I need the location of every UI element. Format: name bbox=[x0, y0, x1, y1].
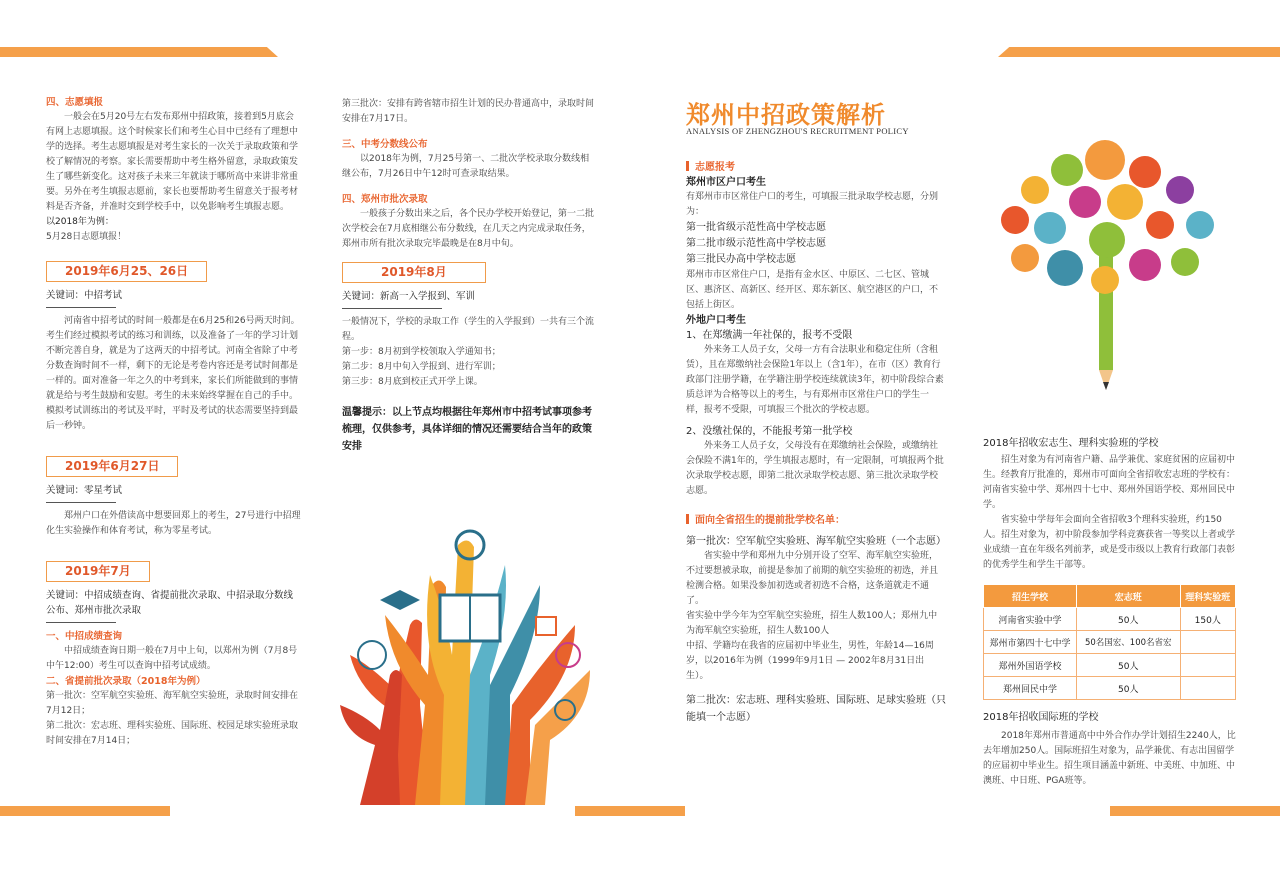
volunteer-heading: 志愿报考 bbox=[686, 160, 946, 175]
table-row bbox=[984, 631, 1236, 654]
example-label: 以2018年为例： bbox=[46, 217, 114, 227]
early-batch-1-text-2: 省实验中学今年为空军航空实验班，招生人数100人；郑州九中为海军航空实验班，招生人数100人 bbox=[686, 611, 938, 636]
table-row bbox=[984, 654, 1236, 677]
top-left-bar bbox=[0, 47, 278, 57]
bottom-left-bar bbox=[0, 806, 170, 816]
exam-text: 河南省中招考试的时间一般都是在6月25和26号两天时间。考生们经过模拟考试的练习和训练，以及准备了一年的学习计划不断完善自身，就是为了这两天的中招考试。河南全省除了中考分数查询时间不一样，剩下的无论是考卷内容还是考试时间都是一样的。面对准备一年之久的中考到来，家长们所能做到的事情就是给与考生鼓励和安慰。考生的未来始终掌握在自己的手中。模拟考试训练出的考试及平时，平时及考试的状态需要坚持到最后一秒钟。 bbox=[46, 316, 300, 431]
step-2: 第二步：8月中旬入学报到、进行军训； bbox=[342, 362, 501, 372]
outside-case-1-text: 外来务工人员子女，父母一方有合法职业和稳定住所（含租赁），且在郑缴纳社会保险1年以上（含1年），在市（区）教育行政部门注册学籍，在学籍注册学校连续就读3年，初中阶段综合素质总评为合格等以上的考生，与有郑州市区常住户口的学生一样，报考不受限，可填报三个批次的学校志愿。 bbox=[686, 345, 944, 415]
column-1 bbox=[46, 95, 301, 749]
graduation-cap-icon bbox=[380, 590, 420, 610]
early-batch-1-text: 省实验中学和郑州九中分别开设了空军、海军航空实验班，不过要想被录取，前提是参加了前期的航空实验班的初选，并且检测合格。如果没参加初选或者初选不合格，这条道就走不通了。 bbox=[686, 551, 939, 606]
outside-case-2-title: 2、没缴社保的，不能报考第一批学校 bbox=[686, 426, 853, 437]
calendar-icon bbox=[536, 617, 556, 635]
international-section bbox=[983, 710, 1238, 789]
table-cell: 50人 bbox=[1077, 677, 1181, 700]
hands-illustration bbox=[340, 505, 602, 810]
divider bbox=[46, 502, 116, 503]
table-cell bbox=[1180, 677, 1236, 700]
local-students-text: 有郑州市市区常住户口的考生，可填报三批录取学校志愿，分别为： bbox=[686, 192, 939, 217]
city-admission-text: 一般孩子分数出来之后，各个民办学校开始登记，第一二批次学校会在7月底相继公布分数线，在几天之内完成录取任务，郑州市所有批次录取完毕最晚是在8月中旬。 bbox=[342, 209, 595, 249]
bottom-right-bar bbox=[1110, 806, 1280, 816]
section-4-text: 一般会在5月20号左右发布郑州中招政策，接着到5月底会有网上志愿填报。这个时候家长们和考生心目中已经有了理想中学的选择。考生志愿填报是对考生家长的一次关于录取政策和学校了解情况的考察。家长需要帮助中考生格外留意，录取政策发生了哪些新变化。这对孩子未来三年就读于哪所高中来讲非常重要。另外在考生填报志愿前，家长也要帮助考生留意关于报考材料是否齐备，并准时交到学校手中，以免影响考生填报志愿。 bbox=[46, 112, 299, 212]
table-cell: 郑州外国语学校 bbox=[984, 654, 1077, 677]
table-row bbox=[984, 677, 1236, 700]
batch-3-text: 第三批次：安排有跨省辖市招生计划的民办普通高中，录取时间安排在7月17日。 bbox=[342, 99, 595, 124]
example-text: 5月28日志愿填报！ bbox=[46, 232, 127, 242]
keyword-exam: 关键词：中招考试 bbox=[46, 290, 123, 301]
outside-students-title: 外地户口考生 bbox=[686, 315, 746, 326]
early-batch-1-title: 第一批次：空军航空实验班、海军航空实验班（一个志愿） bbox=[686, 536, 946, 547]
early-list-heading: 面向全省招生的提前批学校名单： bbox=[686, 513, 946, 528]
international-text: 2018年郑州市普通高中中外合作办学计划招生2240人，比去年增加250人。国际班招生对象为，品学兼优、有志出国留学的应届初中毕业生。招生项目涵盖中新班、中美班、中加班、中澳班、中日班、PGA班等。 bbox=[983, 731, 1236, 786]
column-2 bbox=[342, 97, 597, 455]
batch-1-choice: 第一批省级示范性高中学校志愿 bbox=[686, 222, 826, 233]
table-cell: 郑州市第四十七中学 bbox=[984, 631, 1077, 654]
globe-icon bbox=[358, 641, 386, 669]
table-cell: 150人 bbox=[1180, 608, 1236, 631]
column-header: 招生学校 bbox=[984, 585, 1077, 608]
divider bbox=[46, 307, 116, 308]
table-cell: 河南省实验中学 bbox=[984, 608, 1077, 631]
date-box-june-25: 2019年6月25、26日 bbox=[46, 261, 207, 282]
table-cell: 50人 bbox=[1077, 608, 1181, 631]
step-3: 第三步：8月底到校正式开学上课。 bbox=[342, 377, 483, 387]
table-row bbox=[984, 608, 1236, 631]
local-students-title: 郑州市区户口考生 bbox=[686, 177, 766, 188]
top-right-bar bbox=[998, 47, 1280, 57]
outside-case-2-text: 外来务工人员子女，父母没有在郑缴纳社会保险，或缴纳社会保险不满1年的，学生填报志愿时，有一定限制，可填报两个批次录取学校志愿，即第二批次录取学校志愿、第三批次录取学校志愿。 bbox=[686, 441, 944, 496]
city-admission-title: 四、郑州市批次录取 bbox=[342, 194, 428, 205]
table-cell: 50人 bbox=[1077, 654, 1181, 677]
hongzhi-heading: 2018年招收宏志生、理科实验班的学校 bbox=[983, 438, 1159, 449]
score-query-title: 一、中招成绩查询 bbox=[46, 631, 123, 642]
local-note: 郑州市市区常住户口，是指有金水区、中原区、二七区、管城区、惠济区、高新区、经开区、郑东新区、航空港区的户口，不包括上街区。 bbox=[686, 270, 939, 310]
column-header: 理科实验班 bbox=[1180, 585, 1236, 608]
score-line-text: 以2018年为例，7月25号第一、二批次学校录取分数线相继公布，7月26日中午12时可查录取结果。 bbox=[342, 154, 590, 179]
hand-fan bbox=[340, 540, 590, 805]
batch-2-choice: 第二批市级示范性高中学校志愿 bbox=[686, 238, 826, 249]
batch-3-choice: 第三批民办高中学校志愿 bbox=[686, 254, 796, 265]
column-header: 宏志班 bbox=[1077, 585, 1181, 608]
score-query-text: 中招成绩查询日期一般在7月中上旬，以郑州为例（7月8号中午12:00）考生可以查询中招考试成绩。 bbox=[46, 646, 298, 671]
keyword-misc-exam: 关键词：零星考试 bbox=[46, 485, 123, 496]
school-table bbox=[983, 584, 1236, 700]
table-cell: 郑州回民中学 bbox=[984, 677, 1077, 700]
page-title: 郑州中招政策解析 bbox=[686, 101, 886, 129]
table-header-row bbox=[984, 585, 1236, 608]
tree-illustration bbox=[995, 140, 1225, 400]
divider bbox=[46, 622, 116, 623]
hongzhi-text: 招生对象为有河南省户籍、品学兼优、家庭贫困的应届初中生。经教育厅批准的，郑州市可面向全省招收宏志班的学校有：河南省实验中学、郑州四十七中、郑州外国语学校、郑州回民中学。 bbox=[983, 455, 1236, 510]
section-4-title: 四、志愿填报 bbox=[46, 97, 104, 108]
keyword-july: 关键词：中招成绩查询、省提前批次录取、中招录取分数线公布、郑州市批次录取 bbox=[46, 590, 294, 616]
date-box-june-27: 2019年6月27日 bbox=[46, 456, 178, 477]
international-heading: 2018年招收国际班的学校 bbox=[983, 712, 1099, 723]
warm-tip: 温馨提示：以上节点均根据往年郑州市中招考试事项参考梳理，仅供参考，具体详细的情况还需要结合当年的政策安排 bbox=[342, 407, 592, 452]
column-4 bbox=[983, 436, 1238, 573]
table-cell bbox=[1180, 631, 1236, 654]
keyword-august: 关键词：新高一入学报到、军训 bbox=[342, 291, 476, 302]
date-box-july: 2019年7月 bbox=[46, 561, 150, 582]
step-1: 第一步：8月初到学校领取入学通知书； bbox=[342, 347, 501, 357]
science-class-text: 省实验中学每年会面向全省招收3个理科实验班，约150人。招生对象为，初中阶段参加学科竞赛获省一等奖以上者或学业成绩一直在年级名列前茅，或是受市级以上教育行政部门表彰的优秀学生和学生干部等。 bbox=[983, 515, 1236, 570]
score-line-title: 三、中考分数线公布 bbox=[342, 139, 428, 150]
gear-cluster bbox=[1001, 140, 1214, 294]
early-batch-2-title: 第二批次：宏志班、理科实验班、国际班、足球实验班（只能填一个志愿） bbox=[686, 695, 946, 723]
column-3 bbox=[686, 160, 946, 726]
date-box-august: 2019年8月 bbox=[342, 262, 486, 283]
divider bbox=[342, 308, 442, 309]
misc-exam-text: 郑州户口在外借读高中想要回郑上的考生，27号进行中招理化生实验操作和体育考试，称为零星考试。 bbox=[46, 511, 301, 536]
page-subtitle: ANALYSIS OF ZHENGZHOU'S RECRUITMENT POLICY bbox=[686, 126, 909, 136]
early-admission-title: 二、省提前批次录取（2018年为例） bbox=[46, 676, 206, 687]
enrollment-intro: 一般情况下，学校的录取工作（学生的入学报到）一共有三个流程。 bbox=[342, 317, 595, 342]
table-cell: 50名国宏、100名省宏 bbox=[1077, 631, 1181, 654]
early-batch-1: 第一批次：空军航空实验班、海军航空实验班，录取时间安排在7月12日； bbox=[46, 691, 299, 716]
table-cell bbox=[1180, 654, 1236, 677]
outside-case-1-title: 1、在郑缴满一年社保的，报考不受限 bbox=[686, 330, 853, 341]
early-batch-2: 第二批次：宏志班、理科实验班、国际班、校园足球实验班录取时间安排在7月14日； bbox=[46, 721, 299, 746]
early-batch-1-text-3: 中招、学籍均在我省的应届初中毕业生，男性，年龄14—16周岁，以2016年为例（1999年9月1日 — 2002年8月31日出生）。 bbox=[686, 641, 934, 681]
